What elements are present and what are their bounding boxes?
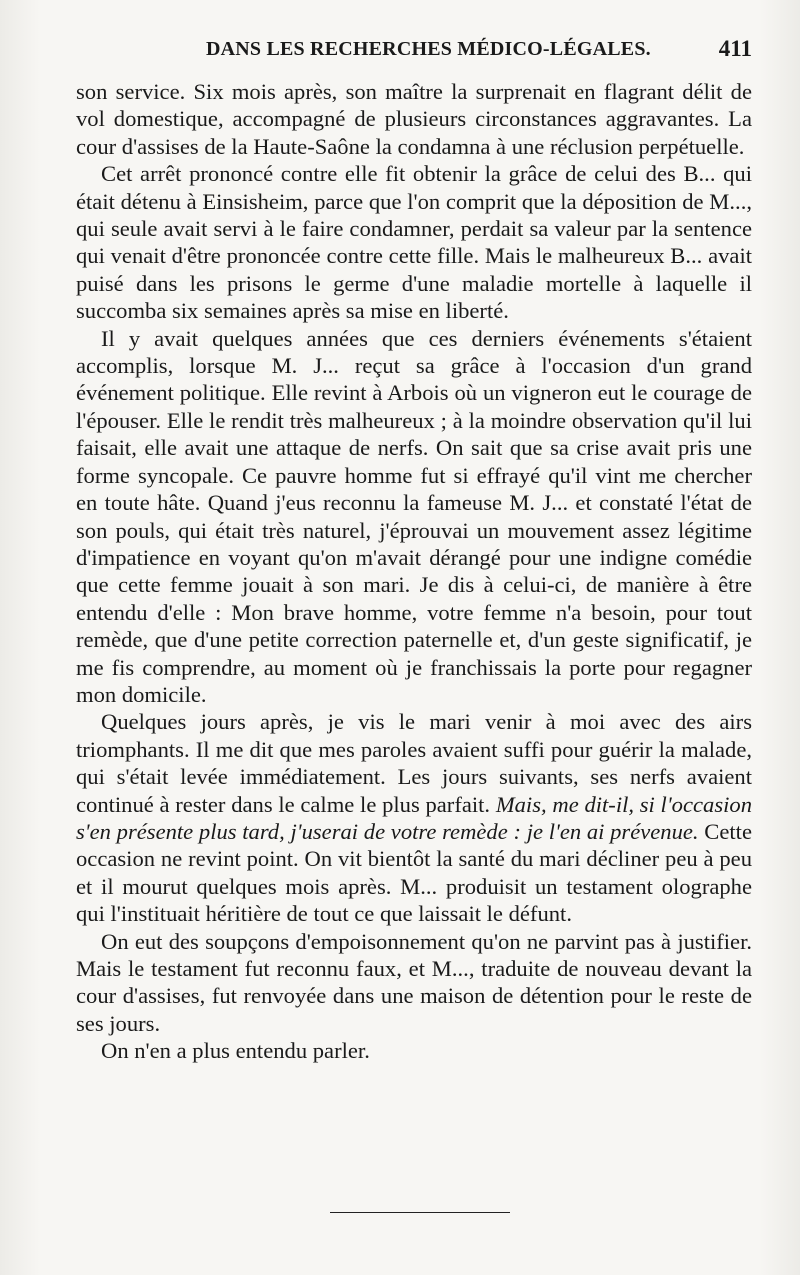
paragraph-5: On eut des soupçons d'empoisonnement qu'on ne parvint pas à justifier. Mais le testament fut reconnu faux, et M..., traduite de nouveau devant la cour d'assises, fut renvoyée dans une maison de détention pour le reste de ses jours. [76,928,752,1036]
paragraph-6: On n'en a plus entendu parler. [101,1038,370,1064]
paragraph-4-text-b: Cette occasion ne revint point. On vit bientôt la santé du mari décliner peu à peu et il mourut quelques mois après. M... produisit un testament olographe qui l'instituait héritière de tout ce que laissait le défunt. [76,818,752,927]
page-header [76,34,752,70]
body-text [76,78,752,1065]
paragraph-4 [76,708,752,927]
paragraph-4-text-a: Quelques jours après, je vis le mari venir à moi avec des airs triomphants. Il me dit que mes paroles avaient suffi pour guérir la malade, qui s'était levée immédiatement. Les jours suivants, ses nerfs avaient continué à rester dans le calme le plus parfait. [76,709,752,817]
running-head: DANS LES RECHERCHES MÉDICO-LÉGALES. [206,38,651,60]
paragraph-2: Cet arrêt prononcé contre elle fit obtenir la grâce de celui des B... qui était détenu à Einsisheim, parce que l'on comprit que la déposition de M..., qui seule avait servi à le faire condamner, perdait sa valeur par la sentence qui venait d'être prononcée contre cette fille. Mais le malheureux B... avait puisé dans les prisons le germe d'une maladie mortelle à laquelle il succomba six semaines après sa mise en liberté. [76,161,752,324]
section-end-rule [330,1212,510,1213]
paragraph-4-italic-quote: Mais, me dit-il, si l'occasion s'en présente plus tard, j'userai de votre remède : je l'en ai prévenue. [76,791,752,844]
page-number: 411 [718,36,752,61]
paragraph-3: Il y avait quelques années que ces derniers événements s'étaient accomplis, lorsque M. J... reçut sa grâce à l'occasion d'un grand événement politique. Elle revint à Arbois où un vigneron eut le courage de l'épouser. Elle le rendit très malheureux ; à la moindre observation qu'il lui faisait, elle avait une attaque de nerfs. On sait que sa crise avait pris une forme syncopale. Ce pauvre homme fut si effrayé qu'il vint me chercher en toute hâte. Quand j'eus reconnu la fameuse M. J... et constaté l'état de son pouls, qui était très naturel, j'éprouvai un mouvement assez légitime d'impatience en voyant qu'on m'avait dérangé pour une indigne comédie que cette femme jouait à son mari. Je dis à celui-ci, de manière à être entendu d'elle : Mon brave homme, votre femme n'a besoin, pour tout remède, que d'une petite correction paternelle et, d'un geste significatif, je me fis comprendre, au moment où je franchissais la porte pour regagner mon domicile. [76,325,752,707]
paragraph-1: son service. Six mois après, son maître la surprenait en flagrant délit de vol domestique, accompagné de plusieurs circonstances aggravantes. La cour d'assises de la Haute-Saône la condamna à une réclusion perpétuelle. [76,79,752,159]
